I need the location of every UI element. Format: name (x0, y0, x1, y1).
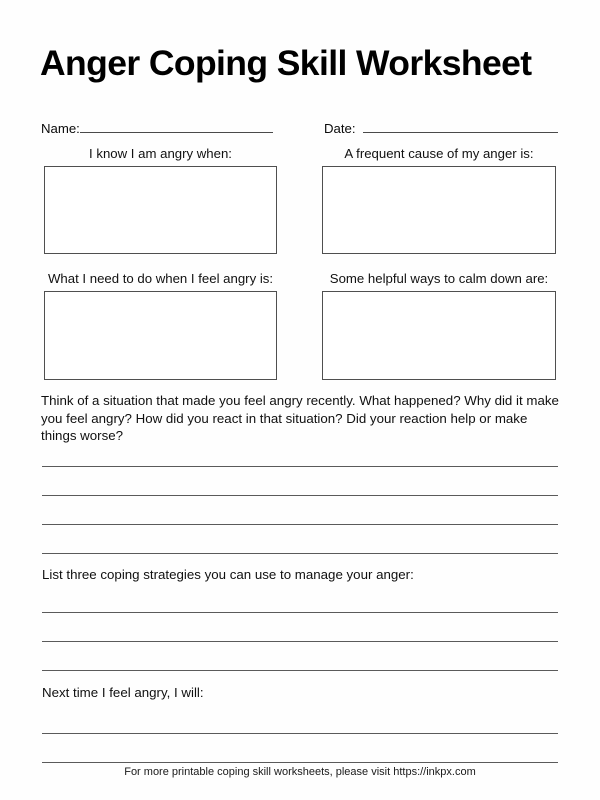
page-title: Anger Coping Skill Worksheet (40, 43, 532, 83)
name-field[interactable] (41, 118, 273, 137)
date-field[interactable] (324, 118, 558, 137)
box-label-angry-when: I know I am angry when: (89, 146, 232, 161)
strategies-line-3[interactable] (42, 670, 558, 671)
box-label-what-i-need: What I need to do when I feel angry is: (47, 271, 274, 286)
answer-box-calm-down[interactable] (322, 291, 556, 380)
commitment-line-2[interactable] (42, 762, 558, 763)
answer-box-frequent-cause[interactable] (322, 166, 556, 254)
commitment-prompt: Next time I feel angry, I will: (42, 685, 204, 700)
name-field-rule[interactable] (80, 118, 273, 133)
commitment-line-1[interactable] (42, 733, 558, 734)
box-label-calm-down: Some helpful ways to calm down are: (329, 271, 549, 286)
reflection-line-2[interactable] (42, 495, 558, 496)
footer-note: For more printable coping skill worksheets, please visit https://inkpx.com (124, 766, 476, 778)
strategies-prompt: List three coping strategies you can use to manage your anger: (42, 567, 414, 582)
strategies-line-1[interactable] (42, 612, 558, 613)
reflection-line-3[interactable] (42, 524, 558, 525)
strategies-line-2[interactable] (42, 641, 558, 642)
date-field-label: Date: (324, 121, 356, 136)
box-label-frequent-cause: A frequent cause of my anger is: (344, 146, 534, 161)
answer-box-angry-when[interactable] (44, 166, 277, 254)
date-field-rule[interactable] (363, 118, 558, 133)
reflection-line-4[interactable] (42, 553, 558, 554)
name-field-label: Name: (41, 121, 80, 136)
reflection-line-1[interactable] (42, 466, 558, 467)
identity-fields (0, 118, 600, 140)
reflection-prompt: Think of a situation that made you feel angry recently. What happened? Why did it make you feel angry? How did you react in that situation? Did your reaction help or make things worse? (41, 393, 559, 444)
answer-box-what-i-need[interactable] (44, 291, 277, 380)
